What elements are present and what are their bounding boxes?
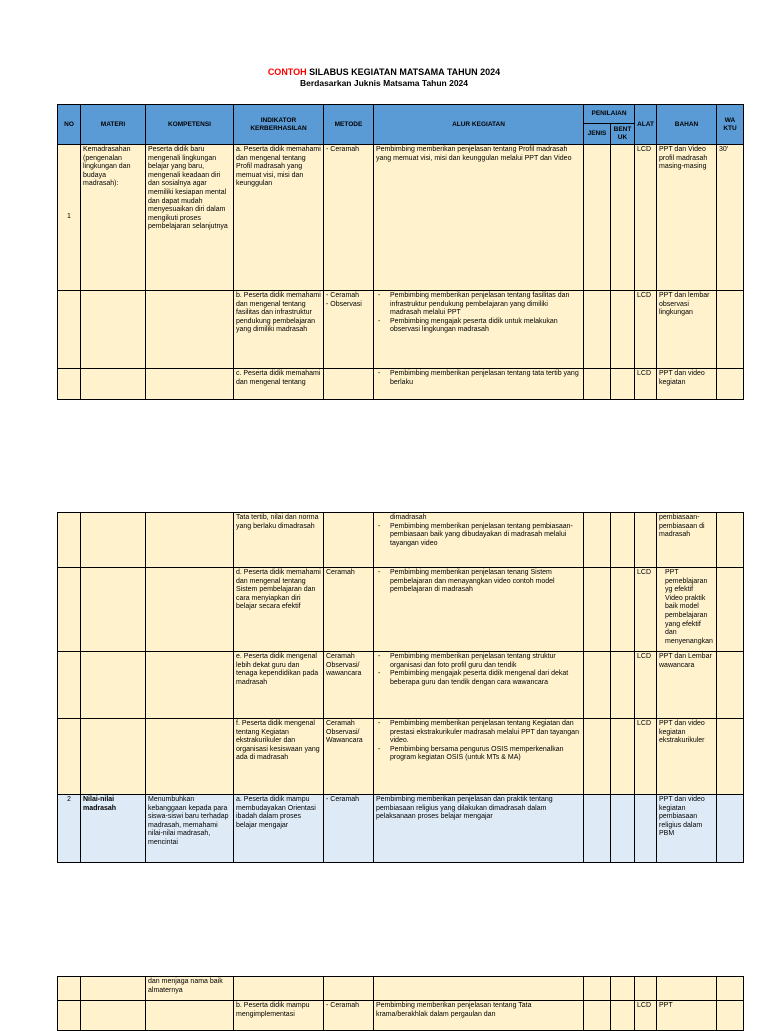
bahan-item: - Video praktik baik model pembelajaran yang efektif dan menyenangkan <box>665 595 714 647</box>
cell-alur <box>374 719 584 795</box>
alur-item: - Pembimbing memberikan penjelasan tentang pembiasaan-pembiasaan baik yang dibudayakan di madrasah melalui tayangan video <box>390 523 581 549</box>
cell-indikator: a. Peserta didik mampu membudayakan Orientasi ibadah dalam proses belajar mengajar <box>234 795 324 863</box>
cell-indikator: c. Peserta didik memahami dan mengenal tentang <box>234 369 324 400</box>
cell-bahan: pembiasaan-pembiasaan di madrasah <box>657 513 717 568</box>
alur-item: - Pembimbing mengajak peserta didik untuk melakukan observasi lingkungan madrasah <box>390 318 581 335</box>
alur-item: - Pembimbing bersama pengurus OSIS memperkenalkan program kegiatan OSIS (untuk MTs & MA) <box>390 746 581 763</box>
cell-metode: - Ceramah <box>324 1001 374 1031</box>
cell-bentuk <box>611 145 635 291</box>
header-materi: MATERI <box>81 105 146 145</box>
alur-item: - Pembimbing memberikan penjelasan tentang struktur organisasi dan foto profil guru dan tendik <box>390 653 581 670</box>
cell-indikator: d. Peserta didik memahami dan mengenal tentang Sistem pembelajaran dan cara menyiapkan diri belajar secara efektif <box>234 568 324 652</box>
cell-metode: Ceramah Observasi/ Wawancara <box>324 719 374 795</box>
metode-item: - Observasi <box>326 300 362 308</box>
table-row <box>58 652 744 719</box>
header-bentuk: BENT UK <box>611 124 635 145</box>
document-title <box>0 66 768 78</box>
cell-jenis <box>584 145 611 291</box>
cell-indikator: b. Peserta didik mampu mengimplementasi <box>234 1001 324 1031</box>
cell-alur <box>374 513 584 568</box>
cell-alur: Pembimbing memberikan penjelasan dan praktik tentang pembiasaan religius yang dilakukan dimadrasah dalam pelaksanaan proses belajar mengajar <box>374 795 584 863</box>
cell-alat: LCD <box>635 369 657 400</box>
table-row <box>58 1001 744 1031</box>
header-penilaian: PENILAIAN <box>584 105 635 124</box>
cell-bahan: PPT dan Lembar wawancara <box>657 652 717 719</box>
cell-alat: LCD <box>635 719 657 795</box>
table-row <box>58 291 744 369</box>
cell-bahan: PPT <box>657 1001 717 1031</box>
cell-metode: Ceramah Observasi/ wawancara <box>324 652 374 719</box>
alur-item: - Pembimbing memberikan penjelasan tentang fasilitas dan infrastruktur pendukung pembelajaran yang dimiliki madrasah melalui PPT <box>390 292 581 318</box>
cell-alur <box>374 568 584 652</box>
cell-bahan: PPT dan Video profil madrasah masing-masing <box>657 145 717 291</box>
alur-continued: dimadrasah <box>390 514 427 521</box>
header-jenis: JENIS <box>584 124 611 145</box>
header-kompetensi: KOMPETENSI <box>146 105 234 145</box>
table-row <box>58 795 744 863</box>
alur-item: - Pembimbing memberikan penjelasan tentang tata tertib yang berlaku <box>390 370 581 387</box>
cell-kompetensi: Peserta didik baru mengenali lingkungan belajar yang baru, mengenali keadaan diri dan sosialnya agar memiliki kesiapan mental dan dapat mudah menyesuaikan diri dalam mengikuti proses pembelajaran selanjutnya <box>146 145 234 291</box>
table-row <box>58 977 744 1001</box>
cell-alat: LCD <box>635 568 657 652</box>
alur-item: - Pembimbing memberikan penjelasan tentang Kegiatan dan prestasi ekstrakurikuler madrasah melalui PPT dan tayangan video. <box>390 720 581 746</box>
syllabus-table-page-1 <box>57 104 744 400</box>
cell-metode: - Ceramah <box>324 795 374 863</box>
cell-kompetensi: dan menjaga nama baik almaternya <box>146 977 234 1001</box>
cell-no: 1 <box>58 145 81 291</box>
alur-item: - Pembimbing mengajak peserta didik mengenal dari dekat beberapa guru dan tendik dengan cara wawancara <box>390 670 581 687</box>
header-waktu: WA KTU <box>717 105 744 145</box>
alur-item: - Pembimbing memberikan penjelasan tenang Sistem pembelajaran dan menayangkan video contoh model pembelajaran di madrasah <box>390 569 581 595</box>
syllabus-table-page-3 <box>57 976 744 1031</box>
cell-indikator: Tata tertib, nilai dan norma yang berlaku dimadrasah <box>234 513 324 568</box>
cell-bahan: PPT dan video kegiatan <box>657 369 717 400</box>
cell-materi: Kemadrasahan (pengenalan lingkungan dan budaya madrasah): <box>81 145 146 291</box>
title-prefix: CONTOH <box>267 67 307 77</box>
cell-no: 2 <box>58 795 81 863</box>
table-row <box>58 145 744 291</box>
header-no: NO <box>58 105 81 145</box>
cell-waktu: 30' <box>717 145 744 291</box>
cell-metode: - Ceramah <box>324 145 374 291</box>
bahan-item: - PPT pemeblajaran yg efektif <box>665 569 714 595</box>
cell-bahan: PPT dan video kegiatan ekstrakurikuler <box>657 719 717 795</box>
cell-indikator: b. Peserta didik memahami dan mengenal tentang fasilitas dan infrastruktur pendukung pembelajaran yang dimiliki madrasah <box>234 291 324 369</box>
cell-alat: LCD <box>635 652 657 719</box>
cell-alur: Pembimbing memberikan penjelasan tentang Profil madrasah yang memuat visi, misi dan keunggulan melalui PPT dan Video <box>374 145 584 291</box>
header-alat: ALAT <box>635 105 657 145</box>
cell-indikator: f. Peserta didik mengenal tentang Kegiatan ekstrakurikuler dan organisasi kesiswaan yang ada di madrasah <box>234 719 324 795</box>
cell-bahan: PPT dan lembar observasi lingkungan <box>657 291 717 369</box>
cell-indikator: e. Peserta didik mengenal lebih dekat guru dan tenaga kependidikan pada madrasah <box>234 652 324 719</box>
table-row <box>58 568 744 652</box>
table-row <box>58 369 744 400</box>
cell-alat: LCD <box>635 145 657 291</box>
table-row <box>58 719 744 795</box>
cell-bahan <box>657 568 717 652</box>
cell-metode: Ceramah <box>324 568 374 652</box>
cell-alur: Pembimbing memberikan penjelasan tentang Tata krama/berakhlak dalam pergaulan dan <box>374 1001 584 1031</box>
header-bahan: BAHAN <box>657 105 717 145</box>
header-indikator: INDIKATOR KERBERHASILAN <box>234 105 324 145</box>
cell-bahan: PPT dan video kegiatan pembiasaan religius dalam PBM <box>657 795 717 863</box>
document-subtitle: Berdasarkan Juknis Matsama Tahun 2024 <box>299 78 469 88</box>
header-alur: ALUR KEGIATAN <box>374 105 584 145</box>
cell-alur <box>374 369 584 400</box>
document-title-block <box>0 66 768 89</box>
cell-materi: Nilai-nilai madrasah <box>81 795 146 863</box>
cell-alur <box>374 291 584 369</box>
header-metode: METODE <box>324 105 374 145</box>
cell-alur <box>374 652 584 719</box>
title-rest: SILABUS KEGIATAN MATSAMA TAHUN 2024 <box>306 67 501 77</box>
metode-item: - Ceramah <box>326 292 360 299</box>
cell-metode <box>324 291 374 369</box>
cell-alat: LCD <box>635 1001 657 1031</box>
cell-indikator: a. Peserta didik memahami dan mengenal tentang Profil madrasah yang memuat visi, misi dan keunggulan <box>234 145 324 291</box>
cell-alat: LCD <box>635 291 657 369</box>
syllabus-table-page-2 <box>57 512 744 863</box>
table-row <box>58 513 744 568</box>
cell-kompetensi: Menumbuhkan kebanggaan kepada para siswa-siswi baru terhadap madrasah, memahami nilai-nilai madrasah, mencintai <box>146 795 234 863</box>
